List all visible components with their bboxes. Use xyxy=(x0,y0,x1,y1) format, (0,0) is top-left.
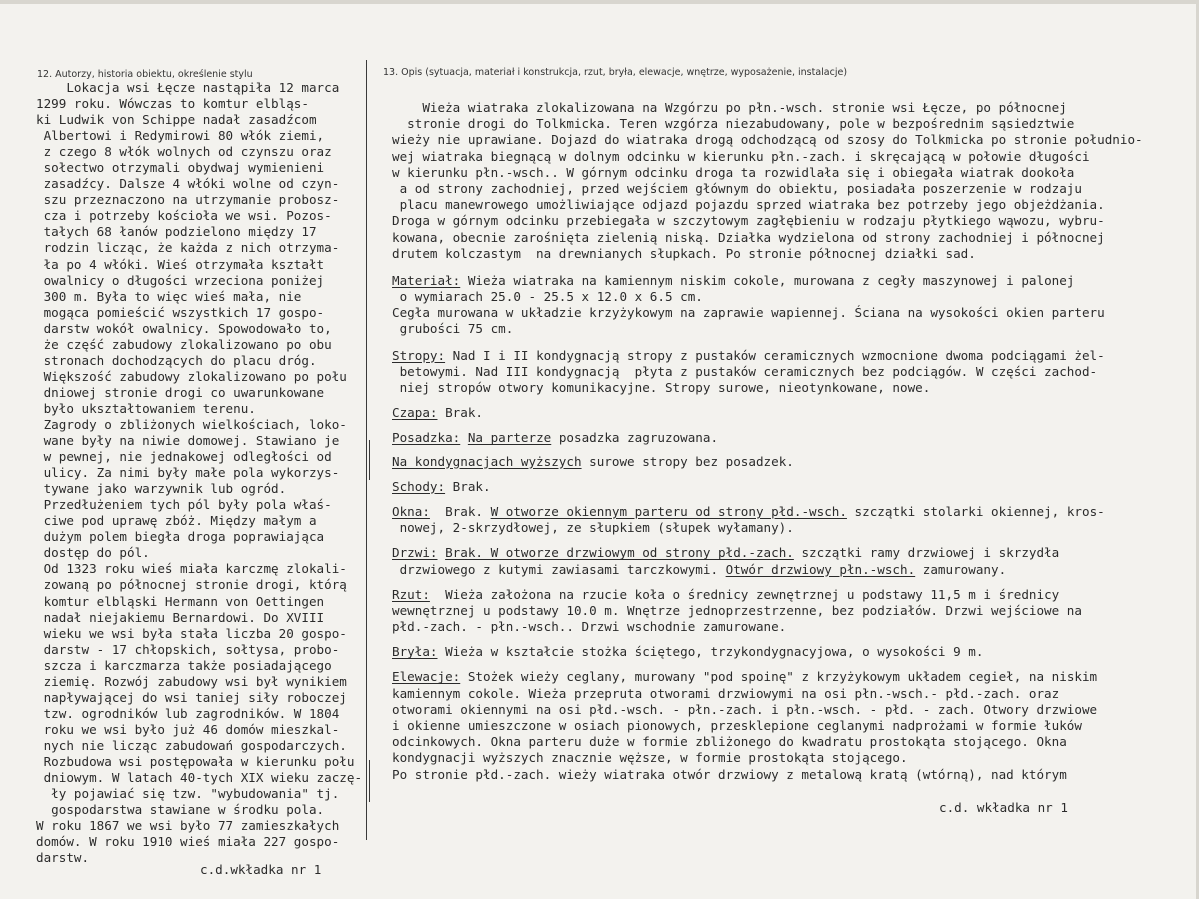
material-line: Cegła murowana w układzie krzyżykowym na zaprawie wapiennej. Ściana na wysokości okien parteru xyxy=(392,305,1105,321)
text-line: dniowym. W latach 40-tych XIX wieku zaczę- xyxy=(36,770,363,786)
text-line: dostęp do pól. xyxy=(36,545,150,561)
text-line: Od 1323 roku wieś miała karczmę zlokali- xyxy=(36,561,347,577)
posadzka-line: Posadzka: Na parterze posadzka zagruzowana. xyxy=(392,430,719,446)
elewacje-line: odcinkowych. Okna parteru duże w formie zbliżonego do kwadratu prostokąta stojącego. Okna xyxy=(392,734,1067,750)
divider-mark xyxy=(369,760,370,802)
text-line: sołectwo otrzymali obydwaj wymienieni xyxy=(36,160,325,176)
elewacje-line: Po stronie płd.-zach. wieży wiatraka otwór drzwiowy z metalową kratą (wtórną), nad którym xyxy=(392,766,1067,782)
text-line: stronach dochodzących do placu dróg. xyxy=(36,352,317,368)
text-line: tałych 68 łanów podzielono między 17 xyxy=(36,224,317,240)
text-line: kowana, obecnie zarośnięta zielenią niską. Działka wydzielona od strony zachodniej i północnej xyxy=(392,229,1105,245)
text-line: komtur elbląski Hermann von Oettingen xyxy=(36,593,325,609)
text-line: nadał niejakiemu Bernardowi. Do XVIII xyxy=(36,609,325,625)
elewacje-line: kondygnacji wyższych znacznie węższe, w formie prostokąta stojącego. xyxy=(392,750,908,766)
text-line: 1299 roku. Wówczas to komtur elbląs- xyxy=(36,96,309,112)
text-line: darstw. xyxy=(36,850,90,866)
material-line: Materiał: Wieża wiatraka na kamiennym niskim cokole, murowana z cegły maszynowej i palonej xyxy=(392,272,1075,288)
stropy-label: Stropy: xyxy=(392,347,446,363)
text-line: wieku we wsi była stała liczba 20 gospo- xyxy=(36,625,347,641)
text-line: darstw - 17 chłopskich, sołtysa, probo- xyxy=(36,641,340,657)
text-line: roku we wsi było już 46 domów mieszkal- xyxy=(36,721,340,737)
text-line: ciwe pod uprawę zbóż. Między małym a xyxy=(36,513,317,529)
divider-mark xyxy=(369,440,370,480)
text-line: ła po 4 włóki. Wieś otrzymała kształt xyxy=(36,256,325,272)
text-line: Większość zabudowy zlokalizowano po połu xyxy=(36,368,347,384)
text-line: Droga w górnym odcinku przebiegała w szczytowym zagłębieniu w rodzaju płytkiego wąwozu, wybru- xyxy=(392,213,1105,229)
bryla-label: Bryła: xyxy=(392,644,438,660)
history-text xyxy=(36,80,366,866)
stropy-line: niej stropów otwory komunikacyjne. Stropy surowe, nieotynkowane, nowe. xyxy=(392,380,931,395)
rzut-line: płd.-zach. - płn.-wsch.. Drzwi wschodnie zamurowane. xyxy=(392,619,787,635)
text-line: nych nie licząc zabudowań gospodarczych. xyxy=(36,737,347,753)
text-line: tzw. ogrodników lub zagrodników. W 1804 xyxy=(36,705,340,721)
text-line: owalnicy o długości wrzeciona poniżej xyxy=(36,272,325,288)
elewacje-label: Elewacje: xyxy=(392,669,461,685)
text-line: drutem kolczastym na drewnianych słupkach. Po stronie północnej działki sad. xyxy=(392,245,976,261)
text-line: że część zabudowy zlokalizowano po obu xyxy=(36,336,332,352)
text-line: wane były na niwie domowej. Stawiano je xyxy=(36,433,340,449)
text-line: stronie drogi do Tolkmicka. Teren wzgórza niezabudowany, pole w bezpośrednim sąsiedztwie xyxy=(392,116,1075,132)
text-line: cza i potrzeby kościoła we wsi. Pozos- xyxy=(36,208,332,224)
rzut-line: wewnętrznej u podstawy 10.0 m. Wnętrze jednoprzestrzenne, bez podziałów. Drzwi wejściowe na xyxy=(392,602,1082,618)
text-line: szcza i karczmarza także posiadającego xyxy=(36,657,332,673)
page-edge-top xyxy=(0,0,1199,4)
material-label: Materiał: xyxy=(392,272,461,288)
drzwi-label: Drzwi: xyxy=(392,545,438,561)
stropy-line: betowymi. Nad III kondygnacją płyta z pustaków ceramicznych bez podciągów. W części zachod- xyxy=(392,363,1098,379)
elewacje-line: i okienne umieszczone w osiach pionowych, przesklepione ceglanymi nadprożami w formie łuków xyxy=(392,718,1082,733)
text-line: Rozbudowa wsi postępowała w kierunku połu xyxy=(36,753,355,769)
text-line: rodzin licząc, że każda z nich otrzyma- xyxy=(36,240,340,256)
text-line: z czego 8 włók wolnych od czynszu oraz xyxy=(36,144,332,160)
text-line: wieży nie uprawiane. Dojazd do wiatraka drogą odchodzącą od szosy do Tolkmicka po stronie południo- xyxy=(392,132,1143,148)
drzwi-line: Drzwi: Brak. W otworze drzwiowym od strony płd.-zach. szczątki ramy drzwiowej i skrzydła xyxy=(392,545,1060,561)
text-line: mogąca pomieścić wszystkich 17 gospo- xyxy=(36,304,325,320)
text-line: ulicy. Za nimi były małe pola wykorzys- xyxy=(36,465,340,481)
elewacje-line: otworami okiennymi na osi płd.-wsch. - płn.-zach. i płn.-wsch. - płd. - zach. Otwory drzwiowe xyxy=(392,701,1098,717)
text-line: 300 m. Była to więc wieś mała, nie xyxy=(36,288,302,304)
okna-line: nowej, 2-skrzydłowej, ze słupkiem (słupek wyłamany). xyxy=(392,520,794,536)
description-text xyxy=(392,100,1182,783)
rzut-line: Rzut: Wieża założona na rzucie koła o średnicy zewnętrznej u podstawy 11,5 m i średnicy xyxy=(392,586,1060,602)
schody-label: Schody: xyxy=(392,478,446,494)
location-paragraph xyxy=(392,100,1182,262)
text-line: ły pojawiać się tzw. "wybudowania" tj. xyxy=(36,786,340,802)
section-12-header: 12. Autorzy, historia obiektu, określenie stylu xyxy=(37,69,253,80)
bryla-line: Bryła: Wieża w kształcie stożka ściętego, trzykondygnacyjowa, o wysokości 9 m. xyxy=(392,644,984,660)
section-13-header: 13. Opis (sytuacja, materiał i konstrukcja, rzut, bryła, elewacje, wnętrze, wyposażenie, instalacje) xyxy=(383,67,848,78)
text-line: Albertowi i Redymirowi 80 włók ziemi, xyxy=(36,128,325,144)
elewacje-line: Elewacje: Stożek wieży ceglany, murowany "pod spoinę" z krzyżykowym układem cegieł, na niskim xyxy=(392,669,1098,685)
text-line: było ukształtowaniem terenu. xyxy=(36,400,256,416)
elewacje-line: kamiennym cokole. Wieża przepruta otworami drzwiowymi na osi płn.-wsch.- płd.-zach. oraz xyxy=(392,685,1060,701)
text-line: tywane jako warzywnik lub ogród. xyxy=(36,481,287,497)
czapa-label: Czapa: xyxy=(392,405,438,421)
text-line: Wieża wiatraka zlokalizowana na Wzgórzu po płn.-wsch. stronie wsi Łęcze, po północnej xyxy=(392,100,1067,115)
text-line: placu manewrowego umożliwiające odjazd pojazdu sprzed wiatraka bez potrzeby jego objeżdżania. xyxy=(392,197,1105,213)
text-line: szu przeznaczono na utrzymanie probosz- xyxy=(36,192,340,208)
text-line: Zagrody o zbliżonych wielkościach, loko- xyxy=(36,416,347,432)
rzut-label: Rzut: xyxy=(392,586,430,602)
stropy-line: Stropy: Nad I i II kondygnacją stropy z pustaków ceramicznych wzmocnione dwoma podciągami żel- xyxy=(392,347,1105,363)
text-line: Lokacja wsi Łęcze nastąpiła 12 marca xyxy=(36,80,340,95)
text-line: a od strony zachodniej, przed wejściem głównym do obiektu, posiadała poszerzenie w rodzaju xyxy=(392,180,1082,196)
material-line: grubości 75 cm. xyxy=(392,321,514,337)
schody-line: Schody: Brak. xyxy=(392,478,491,494)
okna-label: Okna: xyxy=(392,503,430,519)
text-line: zasadźcy. Dalsze 4 włóki wolne od czyn- xyxy=(36,176,340,192)
left-continuation-note: c.d.wkładka nr 1 xyxy=(200,862,322,877)
text-line: w pewnej, nie jednakowej odległości od xyxy=(36,449,332,465)
text-line: ziemię. Rozwój zabudowy wsi był wynikiem xyxy=(36,673,347,689)
material-line: o wymiarach 25.0 - 25.5 x 12.0 x 6.5 cm. xyxy=(392,289,703,305)
posadzka-label: Posadzka: xyxy=(392,430,461,446)
okna-line: Okna: Brak. W otworze okiennym parteru od strony płd.-wsch. szczątki stolarki okiennej, kros- xyxy=(392,503,1105,519)
text-line: zowaną po północnej stronie drogi, którą xyxy=(36,577,347,593)
text-line: darstw wokół owalnicy. Spowodowało to, xyxy=(36,320,332,336)
posadzka-line: Na kondygnacjach wyższych surowe stropy bez posadzek. xyxy=(392,453,794,469)
text-line: Przedłużeniem tych pól były pola właś- xyxy=(36,497,332,513)
text-line: gospodarstwa stawiane w środku pola. xyxy=(36,802,325,818)
text-line: domów. W roku 1910 wieś miała 227 gospo- xyxy=(36,834,340,850)
text-line: dużym polem biegła droga poprawiająca xyxy=(36,529,325,545)
text-line: W roku 1867 we wsi było 77 zamieszkałych xyxy=(36,818,340,834)
text-line: ki Ludwik von Schippe nadał zasadźcom xyxy=(36,112,317,128)
text-line: w kierunku płn.-wsch.. W górnym odcinku droga ta rozwidlała się i obiegała wiatrak dookoła xyxy=(392,164,1075,180)
czapa-line: Czapa: Brak. xyxy=(392,405,483,421)
text-line: wej wiatraka biegnącą w dolnym odcinku w kierunku płn.-zach. i skręcającą w połowie długości xyxy=(392,148,1090,164)
drzwi-line: drzwiowego z kutymi zawiasami tarczkowymi. Otwór drzwiowy płn.-wsch. zamurowany. xyxy=(392,561,1007,577)
text-line: napływającej do wsi taniej siły roboczej xyxy=(36,689,347,705)
column-divider xyxy=(366,60,367,840)
text-line: dniowej stronie drogi co uwarunkowane xyxy=(36,384,325,400)
right-continuation-note: c.d. wkładka nr 1 xyxy=(939,800,1068,815)
